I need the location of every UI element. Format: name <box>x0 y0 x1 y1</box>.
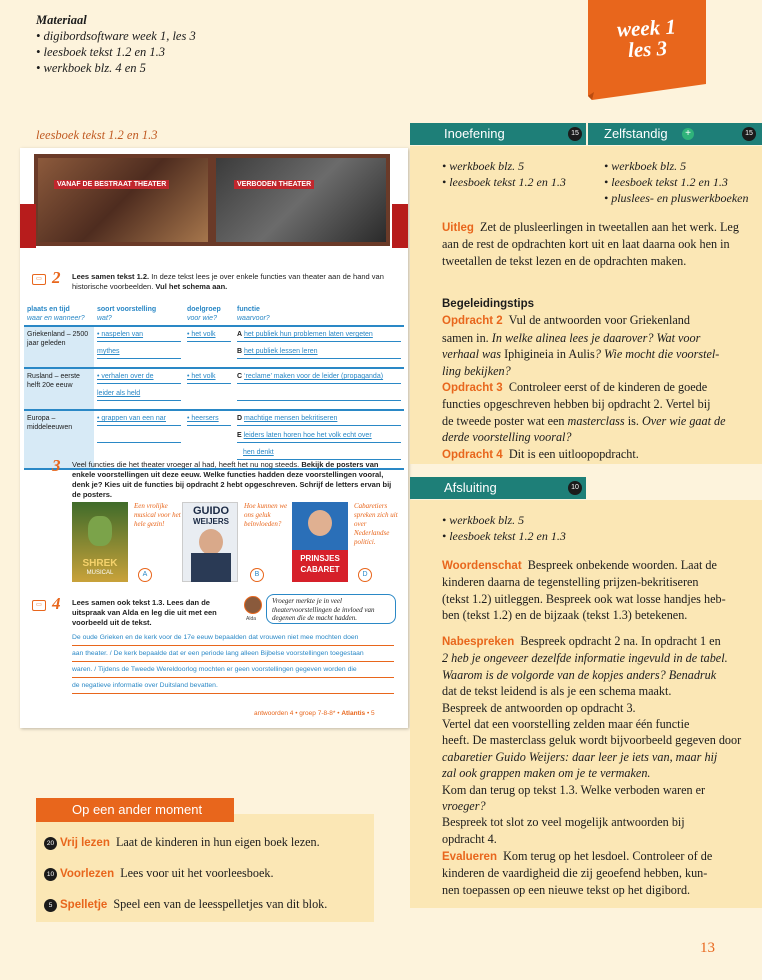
clock-icon: 15 <box>742 127 756 141</box>
poster-sub: MUSICAL <box>86 570 114 576</box>
zelfstandig-list <box>604 158 760 206</box>
speech-bubble: Vroeger merkte je in veel theatervoorstellingen de invloed van degenen die de macht hadden. <box>266 594 396 624</box>
poster-sub: WEIJERS <box>192 517 229 526</box>
avatar-name: Alda <box>246 616 257 622</box>
inoefening-title: Inoefening <box>444 126 505 141</box>
table-cell: • verhalen over de leider als held <box>94 368 184 410</box>
question-3-text: Veel functies die het theater vroeger al had, heeft het nu nog steeds. Bekijk de posters van enkele voorstellingen uit deze eeuw. Welke functies hadden deze voorstellingen vooral, denk je? Kies uit de functies bij opdracht 2 hebt opgeschreven. Schrijf de letters ervan bij de posters. <box>72 460 392 499</box>
table-cell: Griekenland – 2500 jaar geleden <box>24 326 94 368</box>
materiaal-title: Materiaal <box>36 13 87 27</box>
workbook-footer: antwoorden 4 • groep 7-8-8* • Atlantis • 5 <box>254 710 375 717</box>
clock-icon: 10 <box>44 868 57 881</box>
table-header: plaats en tijd waar en wanneer? <box>24 303 94 326</box>
answer-letter: B <box>250 568 264 582</box>
question-number: 2 <box>52 268 61 287</box>
les-label: les 3 <box>627 35 668 62</box>
list-item: • leesboek tekst 1.2 en 1.3 <box>604 175 728 189</box>
portrait-face <box>199 529 223 555</box>
table-cell: • grappen van een nar <box>94 410 184 469</box>
evalueren-paragraph: Evalueren Kom terug op het lesdoel. Controleer of de kinderen de vaardigheid die zij geoefend hebben, kun- nen toepassen op een nieuwe tekst op het digibord. <box>442 849 713 897</box>
alda-avatar <box>244 596 262 614</box>
nabespreken-paragraph: Nabespreken Bespreek opdracht 2 na. In opdracht 1 en 2 heb je ongeveer dezelfde informatie ingevuld in de tabel. Waarom is de volgorde van de kopjes anders? Benadruk dat de tekst leidend is als je een schema maakt. Bespreek de antwoorden op opdracht 3. Vertel dat een voorstelling zelden maar één functie heeft. De masterclass geluk wordt bijvoorbeeld gegeven door cabaretier Guido Weijers: daar leer je iets van, maar hij zal ook grappen maken om je te vermaken. Kom dan terug op tekst 1.3. Welke verboden waren er vroeger? Bespreek tot slot zo veel mogelijk antwoorden bij opdracht 4. <box>442 634 742 846</box>
inoefening-header <box>410 123 586 145</box>
table-cell: C ‘reclame’ maken voor de leider (propaganda) <box>234 368 404 410</box>
materiaal-block <box>36 12 336 76</box>
clock-icon: 5 <box>44 899 57 912</box>
week-label: week 1 <box>616 14 677 42</box>
question-2-text: Lees samen tekst 1.2. In deze tekst lees je over enkele functies van theater aan de hand van historische voorbeelden. Vul het schema aan. <box>72 272 384 291</box>
tip-opdracht-3: Opdracht 3 Controleer eerst of de kinderen de goede functies opgeschreven hebben bij opdracht 2. Vertel bij de tweede poster wat een masterclass is. Over wie gaat de derde voorstelling vooral? <box>442 380 726 445</box>
afsluiting-list <box>442 512 642 544</box>
materiaal-item: • leesboek tekst 1.2 en 1.3 <box>36 45 165 59</box>
poster-title: PRINSJES <box>300 554 340 563</box>
list-item: • leesboek tekst 1.2 en 1.3 <box>442 175 566 189</box>
list-item: • werkboek blz. 5 <box>442 159 525 173</box>
clock-icon: 10 <box>568 481 582 495</box>
poster-title: GUIDO <box>192 505 230 517</box>
workbook-icon: ▭ <box>32 600 46 611</box>
answer-letter: D <box>358 568 372 582</box>
poster-caption: Cabaretiers spreken zich uit over Nederlandse politici. <box>354 502 398 546</box>
zelfstandig-header <box>588 123 762 145</box>
materiaal-item: • digibordsoftware week 1, les 3 <box>36 29 196 43</box>
activity-row: 20 Vrij lezen Laat de kinderen in hun eigen boek lezen. <box>44 834 320 851</box>
table-cell: • het volk <box>184 368 234 410</box>
tip-opdracht-2: Opdracht 2 Vul de antwoorden voor Griekenland samen in. In welke alinea lees je daarover? Wat voor verhaal was Iphigineia in Aulis? Wie mocht die voorstel- ling bekijken? <box>442 313 720 378</box>
curtain-left <box>20 204 36 248</box>
question-4-text: Lees samen ook tekst 1.3. Lees dan de uitspraak van Alda en leg die uit met een voorbeeld uit de tekst. <box>72 598 217 627</box>
table-header: doelgroep voor wie? <box>184 303 234 326</box>
table-header: soort voorstelling wat? <box>94 303 184 326</box>
answer-letter: A <box>138 568 152 582</box>
table-header-row <box>24 303 404 326</box>
answer-line: waren. / Tijdens de Tweede Wereldoorlog mochten er geen voorstellingen gegeven worden die <box>72 664 394 678</box>
poster-caption: Hoe kunnen we ons geluk beïnvloeden? <box>244 502 288 528</box>
schema-table <box>24 303 404 470</box>
plus-icon: + <box>682 128 694 140</box>
shrek-figure <box>88 516 112 546</box>
poster-caption: Een vrolijke musical voor het hele gezin! <box>134 502 181 528</box>
week-banner <box>588 0 706 102</box>
uitleg-label: Uitleg <box>442 222 474 234</box>
poster-prinsjes <box>292 502 348 582</box>
poster-shrek <box>72 502 128 582</box>
inoefening-list <box>442 158 592 190</box>
afsluiting-header <box>410 477 586 499</box>
answer-line: De oude Grieken en de kerk voor de 17e eeuw bepaalden dat vrouwen niet mee mochten doen <box>72 632 394 646</box>
afsluiting-title: Afsluiting <box>444 480 497 495</box>
zelfstandig-title: Zelfstandig <box>604 126 668 141</box>
table-cell: • heersers <box>184 410 234 469</box>
page-number: 13 <box>700 940 715 956</box>
table-cell: A het publiek hun problemen laten vergeten B het publiek lessen leren <box>234 326 404 368</box>
answer-line: de negatieve informatie over Duitsland bevatten. <box>72 680 394 694</box>
portrait-face <box>308 510 332 536</box>
begeleidingstips-title: Begeleidingstips <box>442 298 535 310</box>
spread-left-page <box>38 158 208 242</box>
tip-opdracht-4: Opdracht 4 Dit is een uitloopopdracht. <box>442 446 639 461</box>
curtain-right <box>392 204 408 248</box>
spread-right-title: VERBODEN THEATER <box>234 180 314 189</box>
table-cell: Rusland – eerste helft 20e eeuw <box>24 368 94 410</box>
poster-guido <box>182 502 238 582</box>
clock-icon: 15 <box>568 127 582 141</box>
uitleg-paragraph: Uitleg Zet de plusleerlingen in tweetallen aan het werk. Leg aan de rest de opdrachten kort uit en laat daarna ook hen in tweetallen de tekst lezen en de opdrachten maken. <box>442 220 739 268</box>
activity-row: 10 Voorlezen Lees voor uit het voorleesboek. <box>44 865 274 882</box>
leesboek-spread-photo <box>34 154 390 246</box>
question-number: 4 <box>52 594 61 613</box>
list-item: • leesboek tekst 1.2 en 1.3 <box>442 529 566 543</box>
list-item: • werkboek blz. 5 <box>604 159 687 173</box>
list-item: • pluslees- en pluswerkboeken <box>604 191 749 205</box>
table-cell: • het volk <box>184 326 234 368</box>
table-header: functie waarvoor? <box>234 303 404 326</box>
poster-title: SHREK <box>82 558 118 569</box>
table-row <box>24 368 404 410</box>
clock-icon: 20 <box>44 837 57 850</box>
portrait-suit <box>191 553 231 582</box>
table-cell: D machtige mensen bekritiseren E leiders laten horen hoe het volk echt over hen denkt <box>234 410 404 469</box>
table-row <box>24 326 404 368</box>
list-item: • werkboek blz. 5 <box>442 513 525 527</box>
begeleidingstips <box>442 296 758 463</box>
spread-right-page <box>216 158 386 242</box>
materiaal-item: • werkboek blz. 4 en 5 <box>36 61 146 75</box>
poster-sub: CABARET <box>300 565 340 574</box>
op-een-ander-moment-header: Op een ander moment <box>36 798 234 822</box>
table-cell: Europa – middeleeuwen <box>24 410 94 469</box>
answer-line: aan theater. / De kerk bepaalde dat er een periode lang alleen Bijbelse voorstellingen toegestaan <box>72 648 394 662</box>
activity-row: 5 Spelletje Speel een van de leesspelletjes van dit blok. <box>44 896 327 913</box>
workbook-icon: ▭ <box>32 274 46 285</box>
spread-left-title: VANAF DE BESTRAAT THEATER <box>54 180 169 189</box>
question-number: 3 <box>52 456 61 475</box>
leesboek-label: leesboek tekst 1.2 en 1.3 <box>36 128 158 142</box>
workbook-page <box>20 148 408 728</box>
woordenschat-paragraph: Woordenschat Bespreek onbekende woorden. Laat de kinderen daarna de tegenstelling prijzen-bekritiseren (tekst 1.2) uitleggen. Bespreek ook wat losse handjes heb- ben (tekst 1.2) en de bijzaak (tekst 1.3) betekenen. <box>442 558 726 623</box>
table-cell: • naspelen van mythes <box>94 326 184 368</box>
